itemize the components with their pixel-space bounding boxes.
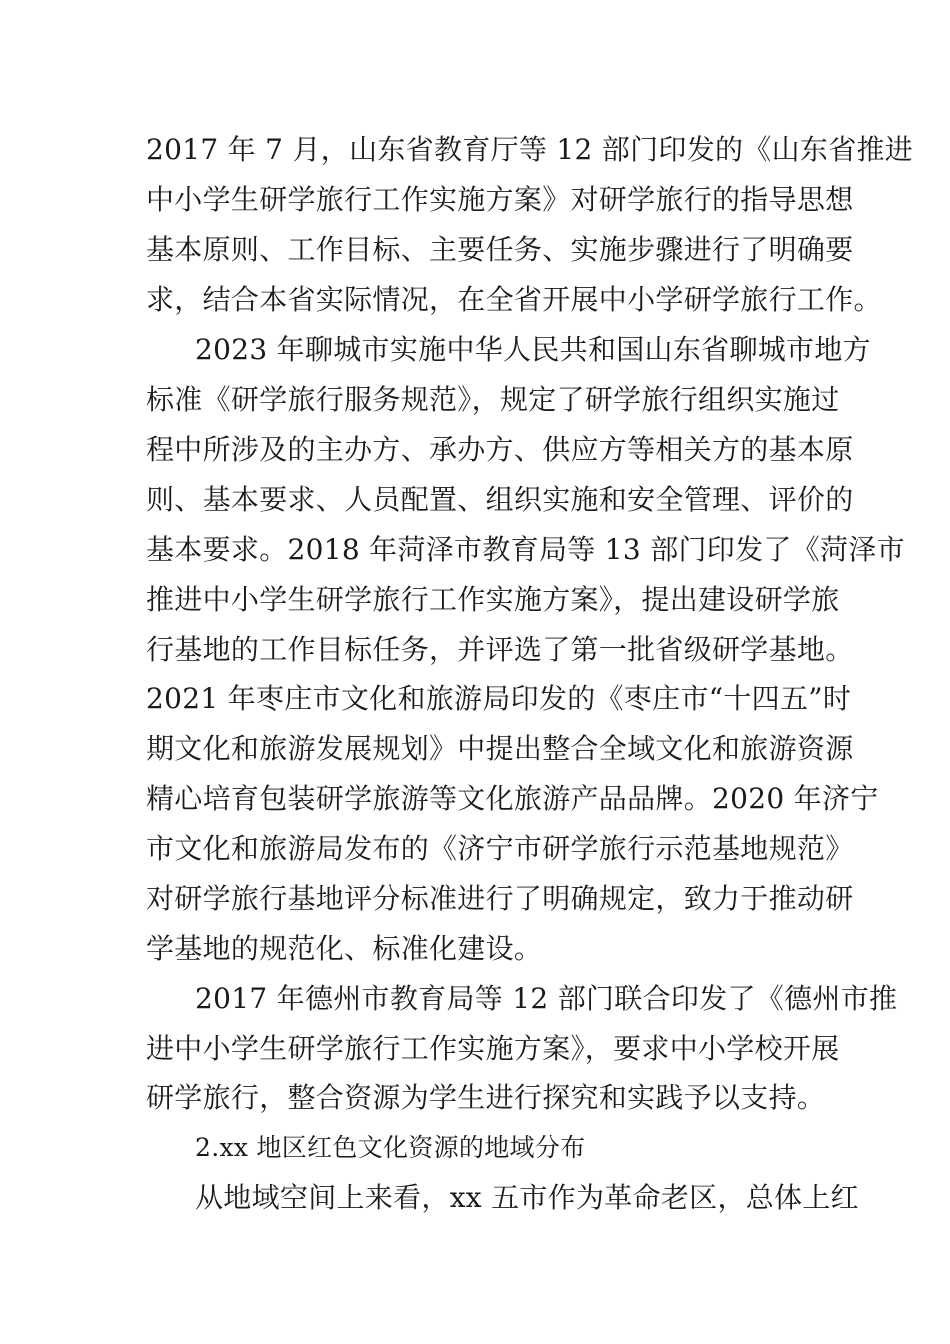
text-line: 则、基本要求、人员配置、组织实施和安全管理、评价的 xyxy=(146,483,854,516)
text-line: 对研学旅行基地评分标准进行了明确规定，致力于推动研 xyxy=(146,882,854,915)
text-line: 行基地的工作目标任务，并评选了第一批省级研学基地。 xyxy=(146,633,854,666)
text-line: 精心培育包装研学旅游等文化旅游产品品牌。2020 年济宁 xyxy=(146,782,879,815)
text-line: 从地域空间上来看，xx 五市作为革命老区，总体上红 xyxy=(195,1181,859,1214)
text-line: 标准《研学旅行服务规范》，规定了研学旅行组织实施过 xyxy=(146,383,840,416)
text-line: 基本原则、工作目标、主要任务、实施步骤进行了明确要 xyxy=(146,233,854,266)
text-line: 期文化和旅游发展规划》中提出整合全域文化和旅游资源 xyxy=(146,732,854,765)
text-line: 学基地的规范化、标准化建设。 xyxy=(146,932,543,965)
text-line: 2021 年枣庄市文化和旅游局印发的《枣庄市“十四五”时 xyxy=(146,682,852,715)
text-line: 进中小学生研学旅行工作实施方案》，要求中小学校开展 xyxy=(146,1032,840,1065)
text-line: 中小学生研学旅行工作实施方案》对研学旅行的指导思想 xyxy=(146,183,854,216)
text-line: 基本要求。2018 年菏泽市教育局等 13 部门印发了《菏泽市 xyxy=(146,533,905,566)
text-line: 2023 年聊城市实施中华人民共和国山东省聊城市地方 xyxy=(195,333,871,366)
text-line: 推进中小学生研学旅行工作实施方案》，提出建设研学旅 xyxy=(146,583,840,616)
text-line: 求，结合本省实际情况，在全省开展中小学研学旅行工作。 xyxy=(146,283,882,316)
text-line: 2017 年德州市教育局等 12 部门联合印发了《德州市推 xyxy=(195,982,898,1015)
text-line: 市文化和旅游局发布的《济宁市研学旅行示范基地规范》 xyxy=(146,832,854,865)
section-heading: 2.xx 地区红色文化资源的地域分布 xyxy=(195,1133,586,1162)
text-line: 程中所涉及的主办方、承办方、供应方等相关方的基本原 xyxy=(146,433,854,466)
text-line: 2017 年 7 月，山东省教育厅等 12 部门印发的《山东省推进 xyxy=(146,133,914,166)
text-line: 研学旅行，整合资源为学生进行探究和实践予以支持。 xyxy=(146,1081,826,1114)
